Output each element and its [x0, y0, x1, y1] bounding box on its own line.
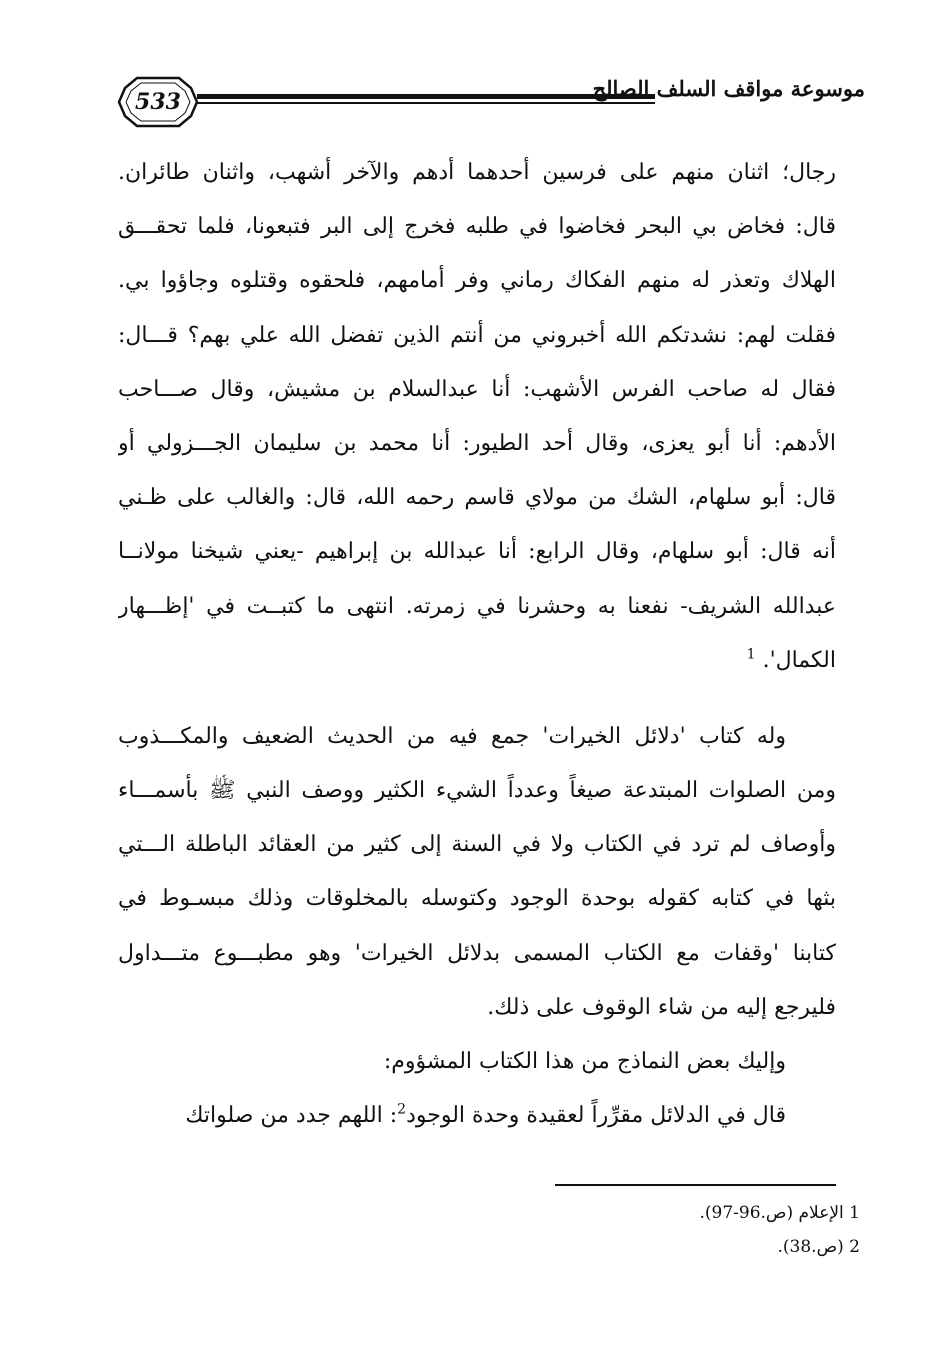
footnotes — [500, 1196, 860, 1264]
text-line: ومن الصلوات المبتدعة صيغاً وعدداً الشيء الكثير ووصف النبي ﷺ بأسمـــاء — [118, 778, 836, 804]
header-rule-thick — [197, 94, 655, 99]
page-header — [105, 70, 865, 132]
text-line — [118, 1089, 836, 1143]
footnote-text: الإعلام (ص.96-97). — [699, 1203, 844, 1223]
footnote-separator — [555, 1184, 836, 1186]
header-rule-thin — [197, 102, 655, 104]
text-line: وله كتاب 'دلائل الخيرات' جمع فيه من الحديث الضعيف والمكـــذوب — [118, 723, 786, 749]
text-line: رجال؛ اثنان منهم على فرسين أحدهما أدهم والآخر أشهب، واثنان طائران. — [118, 160, 836, 185]
text-line: عبدالله الشريف- نفعنا به وحشرنا في زمرته. انتهى ما كتبــت في 'إظـــهار — [118, 593, 836, 619]
text-line — [118, 634, 836, 688]
text-line: وأوصاف لم ترد في الكتاب ولا في السنة إلى كثير من العقائد الباطلة الـــتي — [118, 832, 836, 858]
text-line: قال: فخاض بي البحر فخاضوا في طلبه فخرج إلى البر فتبعونا، فلما تحقـــق — [118, 214, 836, 240]
footnote-ref-1: 1 — [746, 646, 756, 663]
text-line: فليرجع إليه من شاء الوقوف على ذلك. — [487, 994, 836, 1020]
footnote-2 — [500, 1230, 860, 1264]
footnote-1 — [500, 1196, 860, 1230]
footnote-number: 2 — [849, 1237, 860, 1257]
running-title: موسوعة مواقف السلف الصالح — [592, 76, 865, 101]
main-text — [118, 146, 836, 1143]
text-line: الأدهم: أنا أبو يعزى، وقال أحد الطيور: أنا محمد بن سليمان الجـــزولي أو — [118, 430, 836, 456]
text-span: : اللهم جدد من صلواتك — [185, 1103, 398, 1129]
page-number: 533 — [135, 89, 181, 115]
footnote-number: 1 — [849, 1203, 860, 1223]
text-line: فقال له صاحب الفرس الأشهب: أنا عبدالسلام بن مشيش، وقال صـــاحب — [118, 376, 836, 402]
text-span: الكمال'. — [762, 647, 836, 673]
text-span: قال في الدلائل مقرِّراً لعقيدة وحدة الوجود — [406, 1103, 786, 1129]
footnote-ref-2: 2 — [397, 1101, 407, 1118]
text-line: كتابنا 'وقفات مع الكتاب المسمى بدلائل الخيرات' وهو مطبـــوع متـــداول — [118, 940, 836, 966]
text-line: أنه قال: أبو سلهام، وقال الرابع: أنا عبدالله بن إبراهيم -يعني شيخنا مولانــا — [118, 539, 836, 565]
text-line: وإليك بعض النماذج من هذا الكتاب المشؤوم: — [383, 1049, 786, 1074]
text-line: قال: أبو سلهام، الشك من مولاي قاسم رحمه الله، قال: والغالب على ظـني — [118, 485, 836, 511]
footnote-text: (ص.38). — [777, 1237, 844, 1257]
text-line: بثها في كتابه كقوله بوحدة الوجود وكتوسله بالمخلوقات وذلك مبسـوط في — [118, 886, 836, 912]
text-line: الهلاك وتعذر له منهم الفكاك رماني وفر أمامهم، فلحقوه وقتلوه وجاؤوا بي. — [118, 268, 836, 294]
text-line: فقلت لهم: نشدتكم الله أخبروني من أنتم الذين تفضل الله علي بهم؟ قـــال: — [118, 322, 836, 348]
